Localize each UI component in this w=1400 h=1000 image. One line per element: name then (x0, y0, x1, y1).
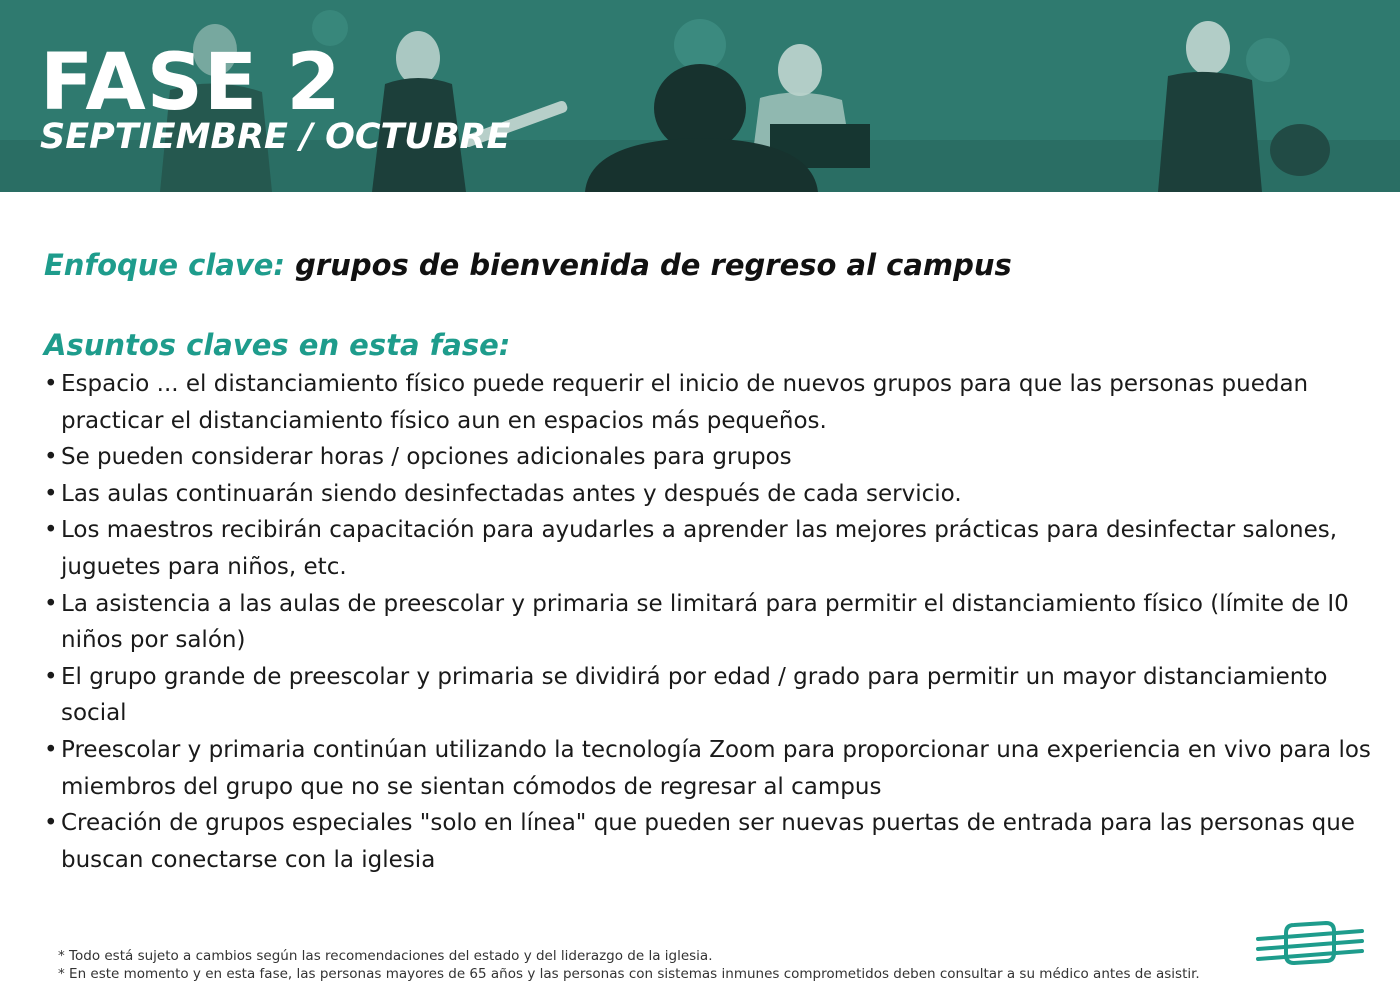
footnote: * Todo está sujeto a cambios según las recomendaciones del estado y del liderazgo de la iglesia. (58, 948, 713, 964)
list-item (44, 476, 1374, 513)
footnote: * En este momento y en esta fase, las personas mayores de 65 años y las personas con sistemas inmunes comprometidos deben consultar a su médico antes de asistir. (58, 966, 1200, 982)
list-item-text: Espacio ... el distanciamiento físico puede requerir el inicio de nuevos grupos para que las personas puedan practicar el distanciamiento físico aun en espacios más pequeños. (61, 371, 1309, 434)
bullet-icon: • (44, 480, 58, 507)
main-content (44, 242, 1374, 878)
list-item-text: Preescolar y primaria continúan utilizando la tecnología Zoom para proporcionar una experiencia en vivo para los miembros del grupo que no se sientan cómodos de regresar al campus (61, 736, 1371, 800)
key-issues-heading: Asuntos claves en esta fase: (44, 328, 511, 362)
list-item (44, 439, 1374, 476)
phase-subtitle: SEPTIEMBRE / OCTUBRE (40, 117, 511, 157)
bullet-icon: • (44, 663, 58, 690)
list-item-text: Los maestros recibirán capacitación para ayudarles a aprender las mejores prácticas para desinfectar salones, juguetes para niños, etc. (61, 517, 1338, 580)
list-item (44, 586, 1374, 659)
bullet-icon: • (44, 736, 58, 763)
list-item-text: Creación de grupos especiales "solo en línea" que pueden ser nuevas puertas de entrada para las personas que buscan conectarse con la iglesia (61, 810, 1355, 873)
list-item (44, 659, 1374, 732)
list-item-text: Las aulas continuarán siendo desinfectadas antes y después de cada servicio. (61, 480, 962, 507)
bullet-icon: • (44, 444, 58, 471)
key-focus-text: grupos de bienvenida de regreso al campus (295, 248, 1012, 282)
bullet-icon: • (44, 590, 58, 617)
phase-title: FASE 2 (40, 38, 342, 128)
key-focus (44, 242, 1374, 288)
key-issues-list (44, 366, 1374, 878)
header-banner (0, 0, 1400, 192)
list-item (44, 732, 1374, 805)
footnotes (58, 947, 1200, 983)
bullet-icon: • (44, 517, 58, 544)
bullet-icon: • (44, 371, 58, 397)
list-item-text: El grupo grande de preescolar y primaria se dividirá por edad / grado para permitir un mayor distanciamiento social (61, 663, 1328, 727)
list-item (44, 366, 1374, 439)
bullet-icon: • (44, 810, 58, 837)
key-focus-label: Enfoque clave: (44, 248, 286, 282)
list-item (44, 512, 1374, 585)
list-item-text: La asistencia a las aulas de preescolar y primaria se limitará para permitir el distanciamiento físico (límite de I0 niños por salón) (61, 590, 1349, 654)
list-item-text: Se pueden considerar horas / opciones adicionales para grupos (61, 444, 792, 471)
list-item (44, 805, 1374, 878)
church-logo-icon (1254, 915, 1366, 971)
